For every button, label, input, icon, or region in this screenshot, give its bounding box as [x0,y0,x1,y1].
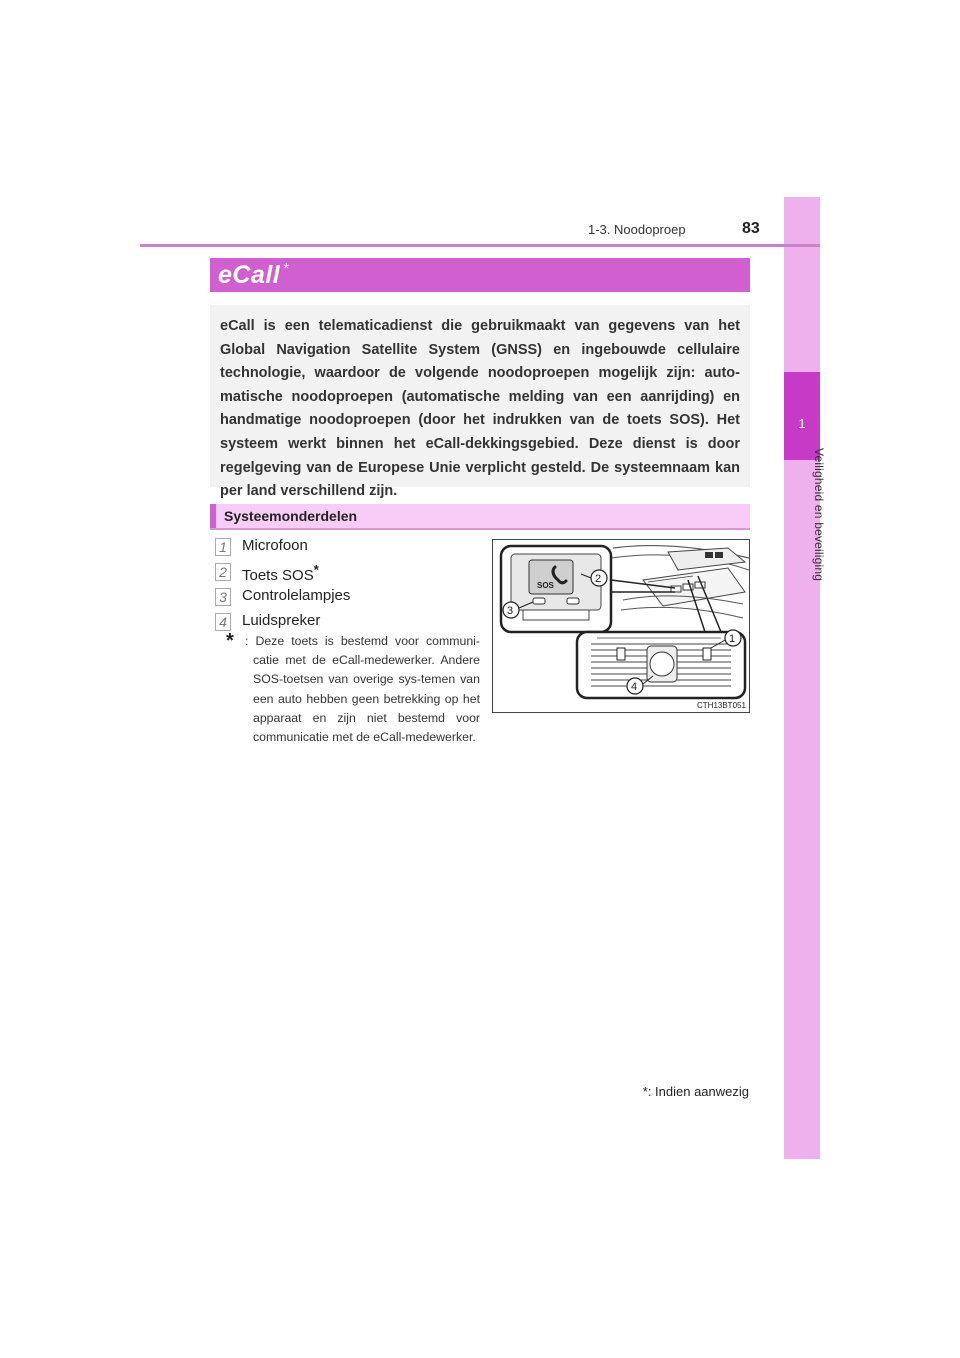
indicator-lamp [567,598,579,604]
footnote [226,632,480,747]
side-tab-label: Veiligheid en beveiliging [812,448,826,582]
console-button [671,586,681,592]
console-button [695,582,705,588]
item-label-text: Toets SOS [242,567,314,584]
page-number: 83 [742,220,760,237]
callout-3-label: 3 [507,605,514,617]
item-label [242,587,350,604]
illustration-svg [493,540,749,712]
figure-code: CTH13BT051 [697,701,746,710]
sos-button-text: SOS [537,581,554,590]
list-item [215,562,475,587]
microphone [703,648,711,660]
speaker-cone [650,652,674,676]
component-list [215,537,475,637]
item-number: 4 [215,613,231,631]
callout-2-label: 2 [595,573,602,585]
footnote-star: * [226,630,234,652]
item-label [242,562,319,584]
lamp-panel [668,548,745,570]
intro-box [210,305,750,500]
console-line [621,607,743,618]
item-label [242,612,320,629]
title-star: * [283,261,290,278]
item-number: 3 [215,588,231,606]
footnote-star: * [313,562,319,577]
callout-1-label: 1 [729,633,736,645]
page-title-text: eCall [218,261,281,289]
indicator-lamp [705,552,713,558]
item-label [242,537,308,554]
indicator-lamp [533,598,545,604]
item-label-text: Luidspreker [242,612,321,629]
availability-note: *: Indien aanwezig [642,1084,749,1099]
item-number: 1 [215,538,231,556]
header-rule [140,244,820,247]
callout-4-label: 4 [631,681,638,693]
title-bar [210,258,750,292]
item-label-text: Microfoon [242,537,308,554]
subheading: Systeemonderdelen [224,508,358,524]
side-tab [784,197,820,1159]
microphone [617,648,625,660]
intro-text: eCall is een telematicadienst die gebruikmaakt van gegevens van het Global Navigation Satellite System (GNSS) en ingebouwde cellulaire technologie, waardoor de volgende noodoproepen mogelijk zijn: auto-matische noodoproepen (automatische melding van een aanrijding) en handmatige noodoproepen (door het indrukken van de toets SOS). Het systeem werkt binnen het eCall-dekkingsgebied. Deze dienst is door regelgeving van de Europese Unie verplicht gesteld. De systeemnaam kan per land verschillend zijn. [220,318,740,500]
ecall-illustration [492,539,750,713]
subheading-bar [210,504,750,530]
indicator-lamp [715,552,723,558]
page-title [218,261,290,290]
list-item [215,587,475,612]
item-number: 2 [215,563,231,581]
item-label-text: Controlelampjes [242,587,351,604]
footnote-text: : Deze toets is bestemd voor communi-catie met de eCall-medewerker. Andere SOS-toetsen van overige sys-temen van een auto hebben geen betrekking op het apparaat en zijn niet bestemd voor communicatie met de eCall-medewerker. [245,634,480,745]
list-item [215,537,475,562]
side-tab-number: 1 [798,416,806,431]
section-title: 1-3. Noodoproep [588,222,686,237]
